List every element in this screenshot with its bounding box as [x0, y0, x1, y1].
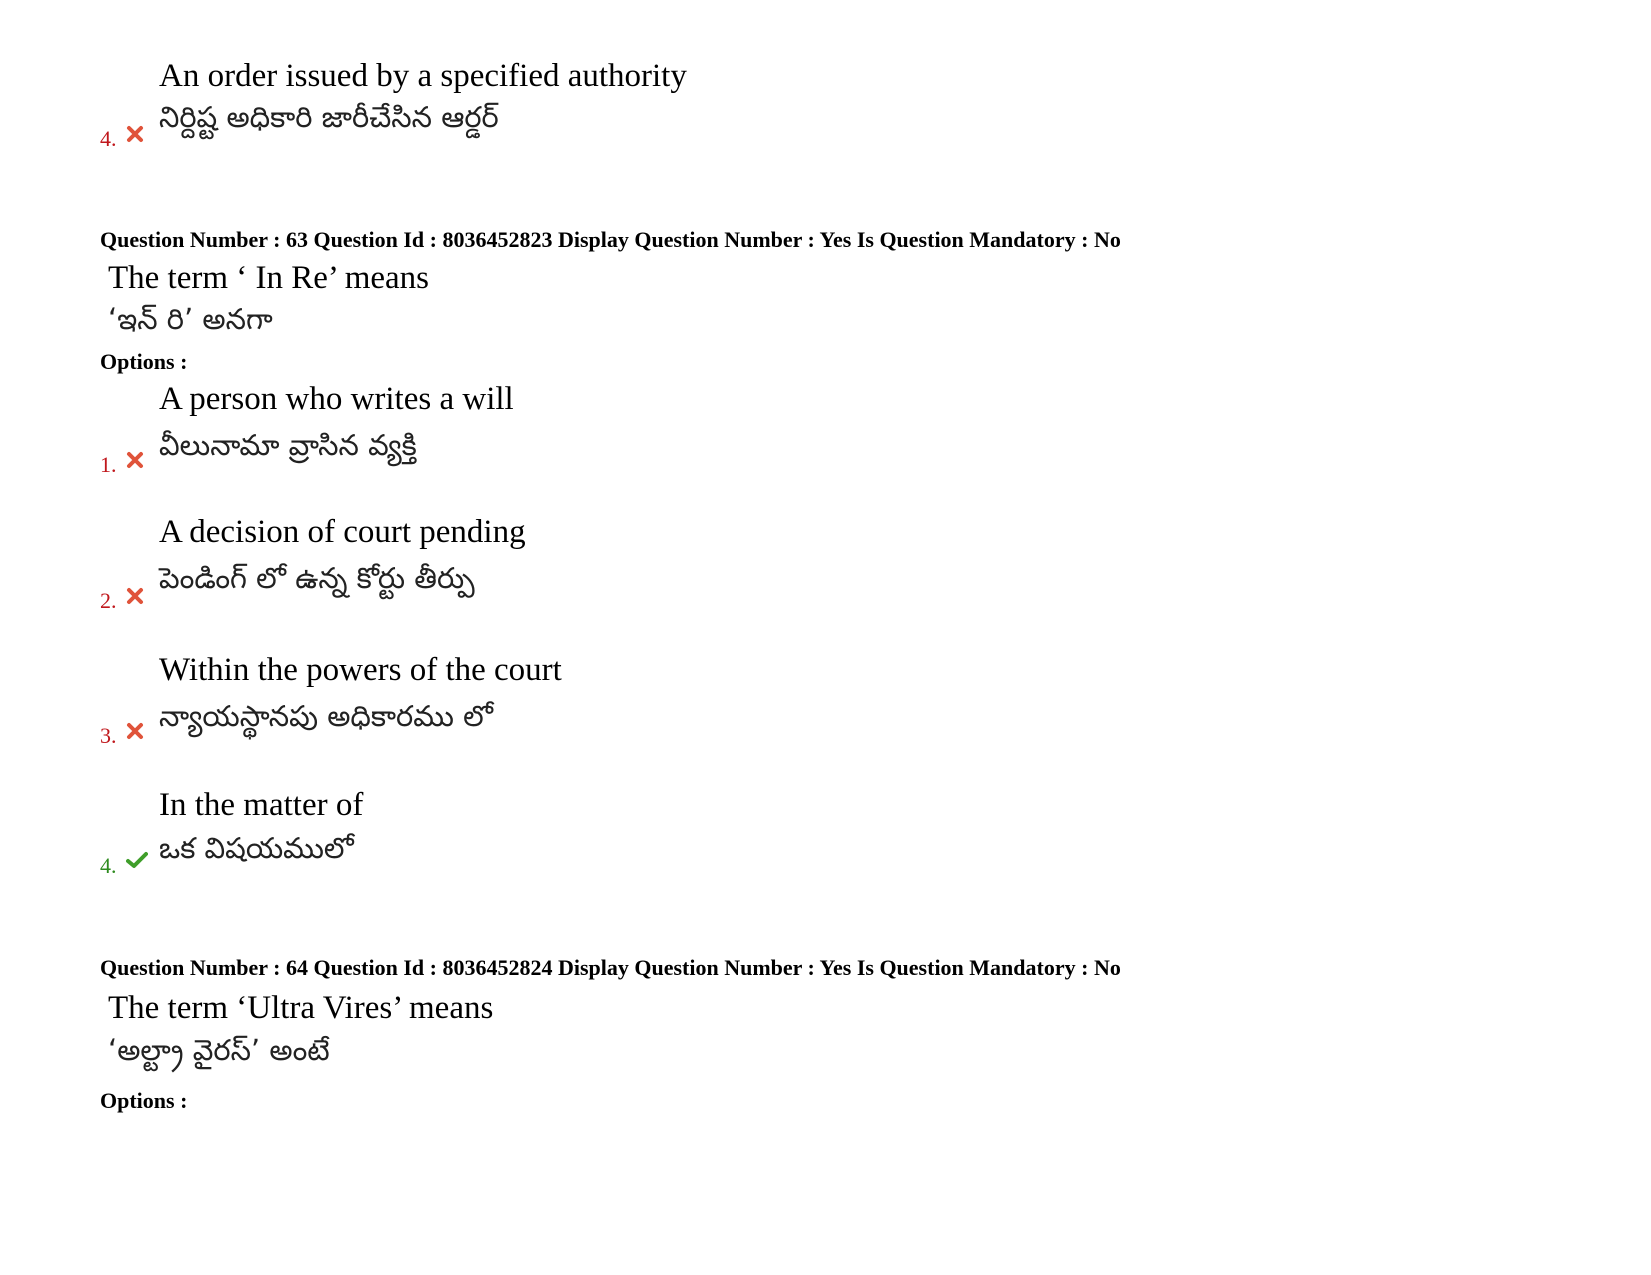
option-2-text-en: A decision of court pending [159, 514, 526, 550]
question-text-en: The term ‘Ultra Vires’ means [108, 990, 494, 1026]
option-4-text-en: In the matter of [159, 787, 364, 823]
question-header: Question Number : 64 Question Id : 8036452824 Display Question Number : Yes Is Question Mandatory : No [100, 955, 1121, 980]
option-3-number: 3. [100, 723, 117, 748]
wrong-cross-icon [126, 451, 144, 469]
question-text-en: The term ‘ In Re’ means [108, 260, 430, 296]
wrong-cross-icon [126, 125, 144, 143]
option-3-text-en: Within the powers of the court [159, 652, 562, 688]
prev-option-4-number: 4. [100, 126, 117, 151]
option-2-number: 2. [100, 588, 117, 613]
option-4-number: 4. [100, 853, 117, 878]
question-text-te: ‘అల్ట్రా వైరస్’ అంటే [108, 1033, 330, 1067]
option-1-text-en: A person who writes a will [159, 381, 514, 417]
option-3-text-te: న్యాయస్థానపు అధికారము లో [159, 699, 494, 733]
question-header: Question Number : 63 Question Id : 8036452823 Display Question Number : Yes Is Question Mandatory : No [100, 227, 1121, 252]
prev-option-4-text-en: An order issued by a specified authority [159, 58, 687, 94]
wrong-cross-icon [126, 722, 144, 740]
option-2-text-te: పెండింగ్ లో ఉన్న కోర్టు తీర్పు [159, 561, 475, 595]
correct-check-icon [126, 851, 148, 869]
option-4-text-te: ఒక విషయములో [159, 831, 354, 865]
option-1-number: 1. [100, 452, 117, 477]
option-1-text-te: వీలునామా వ్రాసిన వ్యక్తి [159, 428, 417, 462]
wrong-cross-icon [126, 587, 144, 605]
options-label: Options : [100, 349, 188, 374]
prev-option-4-text-te: నిర్దిష్ట అధికారి జారీచేసిన ఆర్డర్ [159, 100, 499, 134]
options-label: Options : [100, 1088, 188, 1113]
question-text-te: ‘ఇన్ రి’ అనగా [108, 302, 273, 336]
